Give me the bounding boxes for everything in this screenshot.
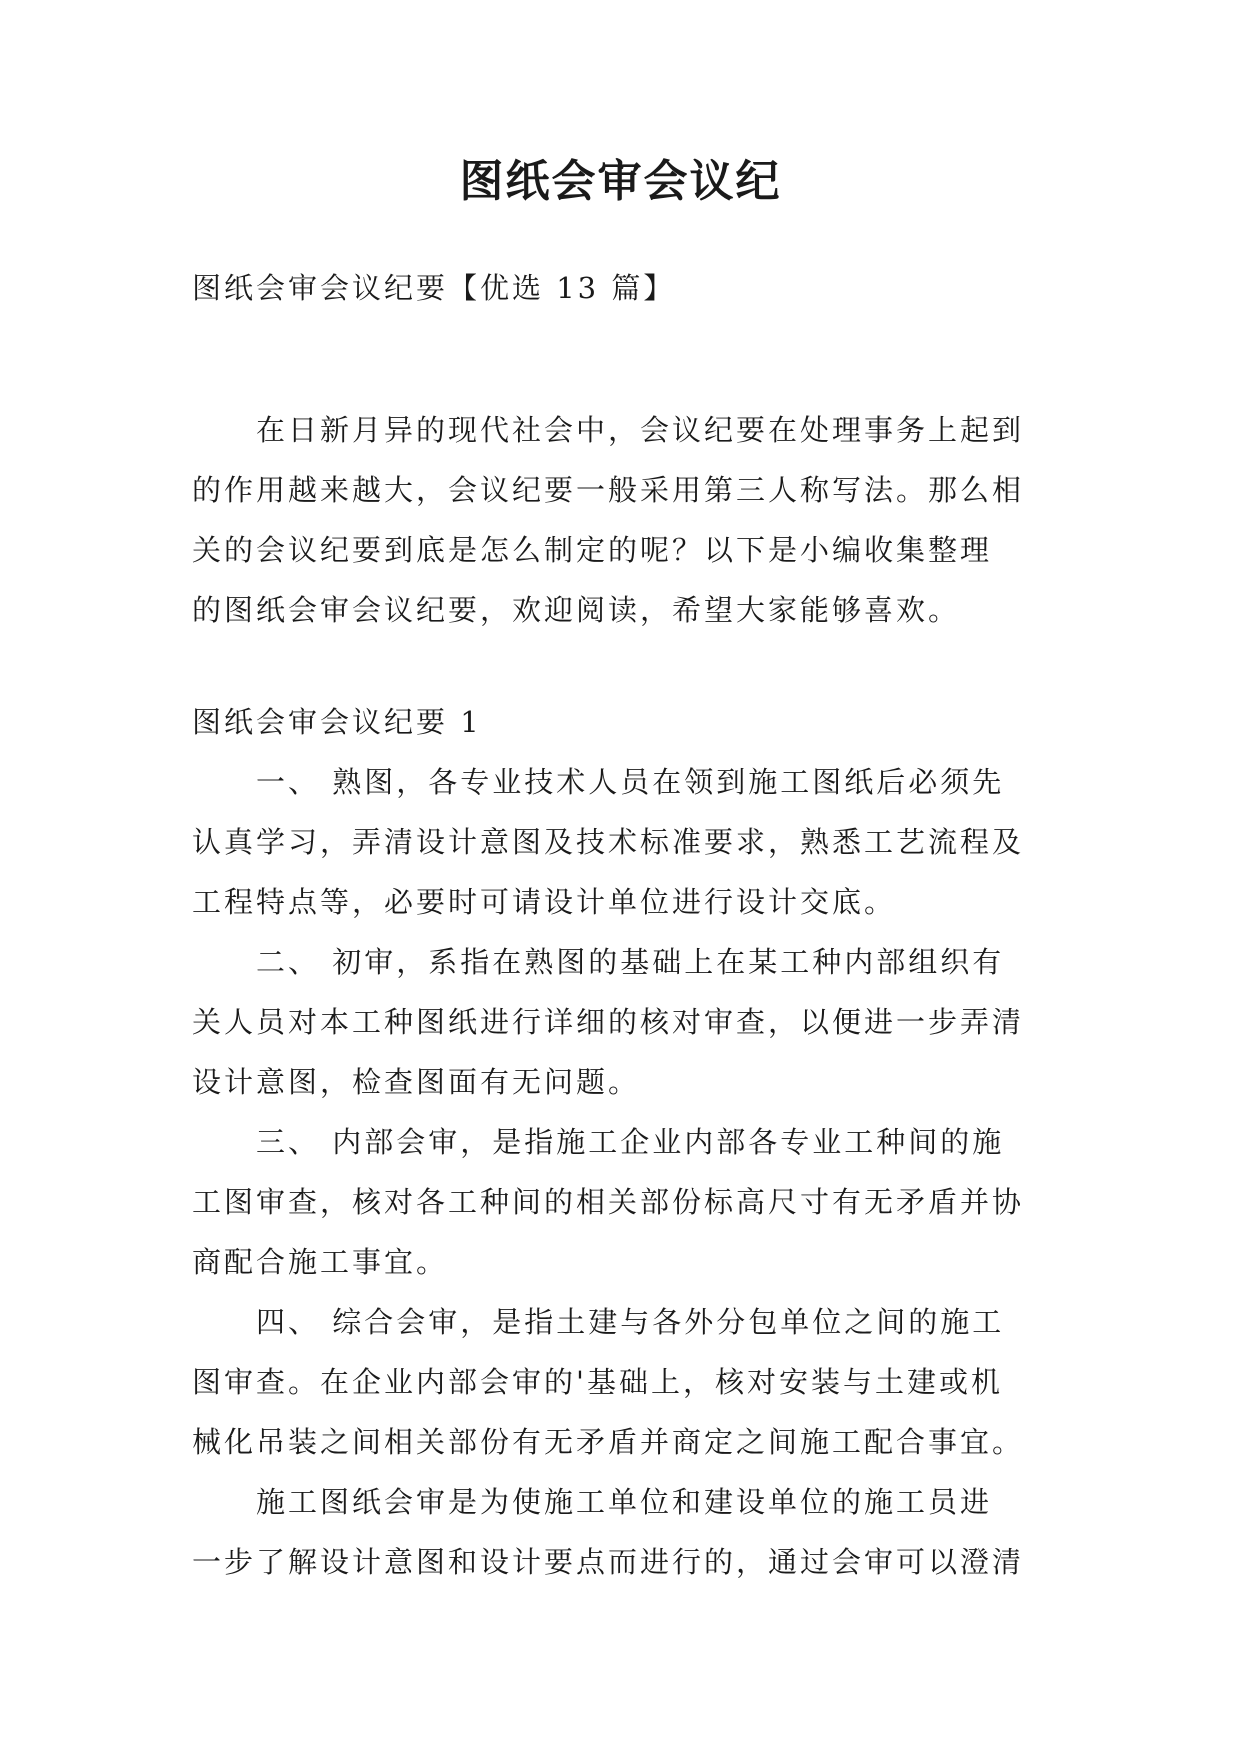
section-line-4: 二、 初审，系指在熟图的基础上在某工种内部组织有 [256,945,1005,979]
section-1 [192,692,1052,1592]
section-line-11: 图审查。在企业内部会审的'基础上，核对安装与土建或机 [192,1365,1003,1399]
section-line-9: 商配合施工事宜。 [192,1245,449,1279]
document-subtitle [192,258,1052,318]
intro-line-3: 关的会议纪要到底是怎么制定的呢？以下是小编收集整理 [192,533,993,567]
section-line-1: 一、 熟图，各专业技术人员在领到施工图纸后必须先 [256,765,1005,799]
section-line-13: 施工图纸会审是为使施工单位和建设单位的施工员进 [256,1485,993,1519]
section-line-8: 工图审查，核对各工种间的相关部份标高尺寸有无矛盾并协 [192,1185,1025,1219]
section-line-5: 关人员对本工种图纸进行详细的核对审查，以便进一步弄清 [192,1005,1025,1039]
intro-line-4: 的图纸会审会议纪要，欢迎阅读，希望大家能够喜欢。 [192,593,961,627]
section-line-2: 认真学习，弄清设计意图及技术标准要求，熟悉工艺流程及 [192,825,1025,859]
document-title: 图纸会审会议纪 [459,156,782,207]
section-line-3: 工程特点等，必要时可请设计单位进行设计交底。 [192,885,897,919]
section-line-10: 四、 综合会审，是指土建与各外分包单位之间的施工 [256,1305,1005,1339]
intro-paragraph [192,400,1052,640]
section-line-6: 设计意图，检查图面有无问题。 [192,1065,641,1099]
section-line-12: 械化吊装之间相关部份有无矛盾并商定之间施工配合事宜。 [192,1425,1025,1459]
intro-line-1: 在日新月异的现代社会中，会议纪要在处理事务上起到 [256,413,1025,447]
section-line-14: 一步了解设计意图和设计要点而进行的，通过会审可以澄清 [192,1545,1025,1579]
intro-line-2: 的作用越来越大，会议纪要一般采用第三人称写法。那么相 [192,473,1025,507]
section-heading: 图纸会审会议纪要 1 [192,705,482,739]
subtitle-line: 图纸会审会议纪要【优选 13 篇】 [192,271,676,305]
section-line-7: 三、 内部会审，是指施工企业内部各专业工种间的施 [256,1125,1005,1159]
